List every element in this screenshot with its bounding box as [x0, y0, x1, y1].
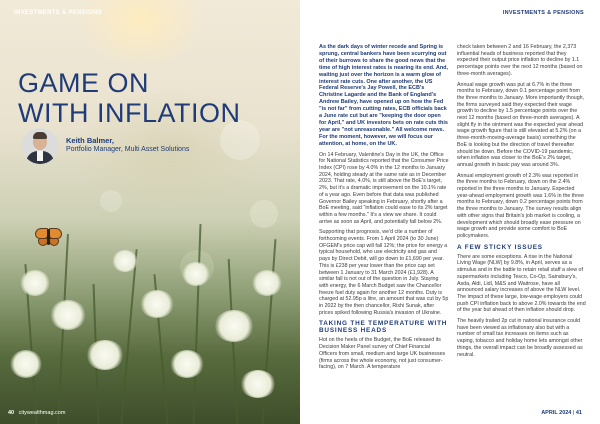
- author-name: Keith Balmer,: [66, 136, 114, 145]
- paragraph: On 14 February, Valentine's Day in the UK, the Office for National Statistics reported that the Consumer Price Index (CPI) rose by 4.0% in the 12 months to January 2024, holding steady at the same rate as in December 2023. That rate, 4.0%, is still above the BoE's target, 2%, but it's a dramatic improvement on the 10.1% rate of a year ago. Even before that data was published Governor Bailey speaking in February, shortly after a BoE meeting, said "inflation could ease to its 2% target within a few months." It's a view we share. It could arrive as soon as April, and potentially fall below 2%.: [319, 151, 449, 225]
- wildflower: [86, 340, 124, 370]
- standfirst: As the dark days of winter recede and Spring is sprung, central bankers have been scurrying out of their burrows to share the good news that the time of high interest rates is nearing its end. And, waiting just over the horizon is a warm glow of interest rate cuts. One after another, the US Federal Reserve's Jay Powell, the ECB's Christine Lagarde and the Bank of England's Andrew Bailey, have opened up on how the Fed "is not far" from cutting rates, ECB officials back a June rate cut but are "keeping the door open for April," and UK investors bets on rate cuts this year are "not unreasonable." All welcome news. For the moment, however, we will focus our attention, at home, on the UK.: [319, 44, 449, 147]
- wildflower: [252, 270, 282, 296]
- wildflower: [112, 250, 138, 272]
- section-heading: TAKING THE TEMPERATURE WITH BUSINESS HEADS: [319, 320, 448, 335]
- title-line-2: WITH INFLATION: [18, 98, 241, 128]
- section-heading: A FEW STICKY ISSUES: [457, 243, 543, 251]
- running-head: INVESTMENTS & PENSIONS: [502, 10, 584, 16]
- wildflower: [182, 262, 210, 286]
- wildflower: [20, 270, 50, 296]
- text-column-1: [319, 44, 449, 375]
- author-avatar: [22, 128, 58, 164]
- article-title: [18, 68, 268, 128]
- wildflower: [10, 350, 42, 378]
- paragraph: There are some exceptions. A rise in the National Living Wage (NLW) by 9.8%, in April, serves as a stimulus and in the battle to retain retail staff a slew of supermarkets including Tesco, Co-Op, Sainsbury's, Asda, Aldi, Lidl, M&S and Waitrose, have all announced salary increases of above the NLW level. The impact of these large, low-wage employers could push CPI inflation back to above 2.0% towards the end of the year but ahead of then inflation should drop.: [457, 253, 586, 314]
- paragraph: The heavily trailed 2p cut in national insurance could have been viewed as inflationary also but with a number of small tax increases on items such as vaping, tobacco and holiday home lets amongst other things, the overall impact can be broadly assessed as neutral.: [457, 318, 583, 358]
- page-number: 41: [575, 410, 582, 416]
- article-body-page: [300, 0, 600, 424]
- wildflower: [240, 370, 276, 398]
- page-folio-left: [8, 410, 65, 416]
- page-number: 40: [8, 410, 15, 416]
- bokeh-light: [250, 200, 278, 228]
- bokeh-light: [100, 190, 122, 212]
- page-folio-right: [541, 410, 582, 416]
- footer-site: citywealthmag.com: [18, 410, 66, 416]
- author-role: Portfolio Manager, Multi Asset Solutions: [66, 146, 190, 153]
- text-column-2: [457, 44, 587, 362]
- author-byline: [22, 128, 252, 168]
- wildflower: [50, 300, 86, 330]
- running-head: INVESTMENTS & PENSIONS: [14, 10, 102, 16]
- wildflower: [170, 350, 204, 378]
- issue-date: APRIL 2024: [541, 410, 572, 416]
- paragraph: check taken between 2 and 16 February, the 2,373 influential heads of business reported that they expected their output price inflation to decline by 1.1 percentage points over the next 12 months (based on three-month averages).: [457, 44, 583, 77]
- butterfly-icon: [34, 226, 64, 248]
- grass-stalk: [120, 249, 137, 424]
- paragraph: Annual employment growth of 2.3% was reported in the three months to February, down on the 2.4% reported in the three months to January. Expected year-ahead employment growth was 1.6% in the three months to February, down 0.2 percentage points from the three months to January. The survey results align with other signs that Britain's job market is cooling, a development which should broadly ease pressure on wage growth and provide some comfort to BoE policymakers.: [457, 172, 584, 239]
- wildflower: [140, 290, 174, 318]
- title-line-1: GAME ON: [18, 68, 150, 98]
- paragraph: Hot on the heels of the Budget, the BoE released its Decision Maker Panel survey of Chief Financial Officers from small, medium and large UK businesses (firms across the whole economy, not just consumer-facing), on 7 March. A temperature: [319, 337, 446, 371]
- wildflower: [214, 310, 254, 342]
- paragraph: Supporting that prognosis, we'd cite a number of forthcoming events. From 1 April 2024 (to 30 June) OFGEM's price cap will fall 12%; the price for energy a typical household, who use electricity and gas and pays by Direct Debit, will go down to £1,690 per year. This is £238 per year lower than the price cap set between 1 January to 31 March 2024 (£1,928). A similar fall is not out of the question in July. Staying with energy, the 6 March Budget saw the Chancellor freeze fuel duty again for another 12 months. Duty is charged at 52.95p a litre, an amount that was cut by 5p in 2022 by the then chancellor, Rishi Sunak, after prices spiked following Russia's invasion of Ukraine.: [319, 229, 449, 316]
- folio-separator: |: [572, 410, 575, 416]
- paragraph: Annual wage growth was put at 6.7% in the three months to February, down 0.1 percentage point from the three months to January. More importantly though, the firms surveyed said they expected their wage growth to decline by 1.5 percentage points over the next 12 months (based on three-month averages). A slight fly in the ointment was the expected year ahead wage growth figure that is still elevated at 5.2% (on a three-month-moving-average basis) something the BoE is looking but the direction of travel thereafter should be down. Before the COVID-19 pandemic, when inflation was closer to the BoE's 2% target, annual growth in basic pay was around 3%.: [457, 81, 585, 168]
